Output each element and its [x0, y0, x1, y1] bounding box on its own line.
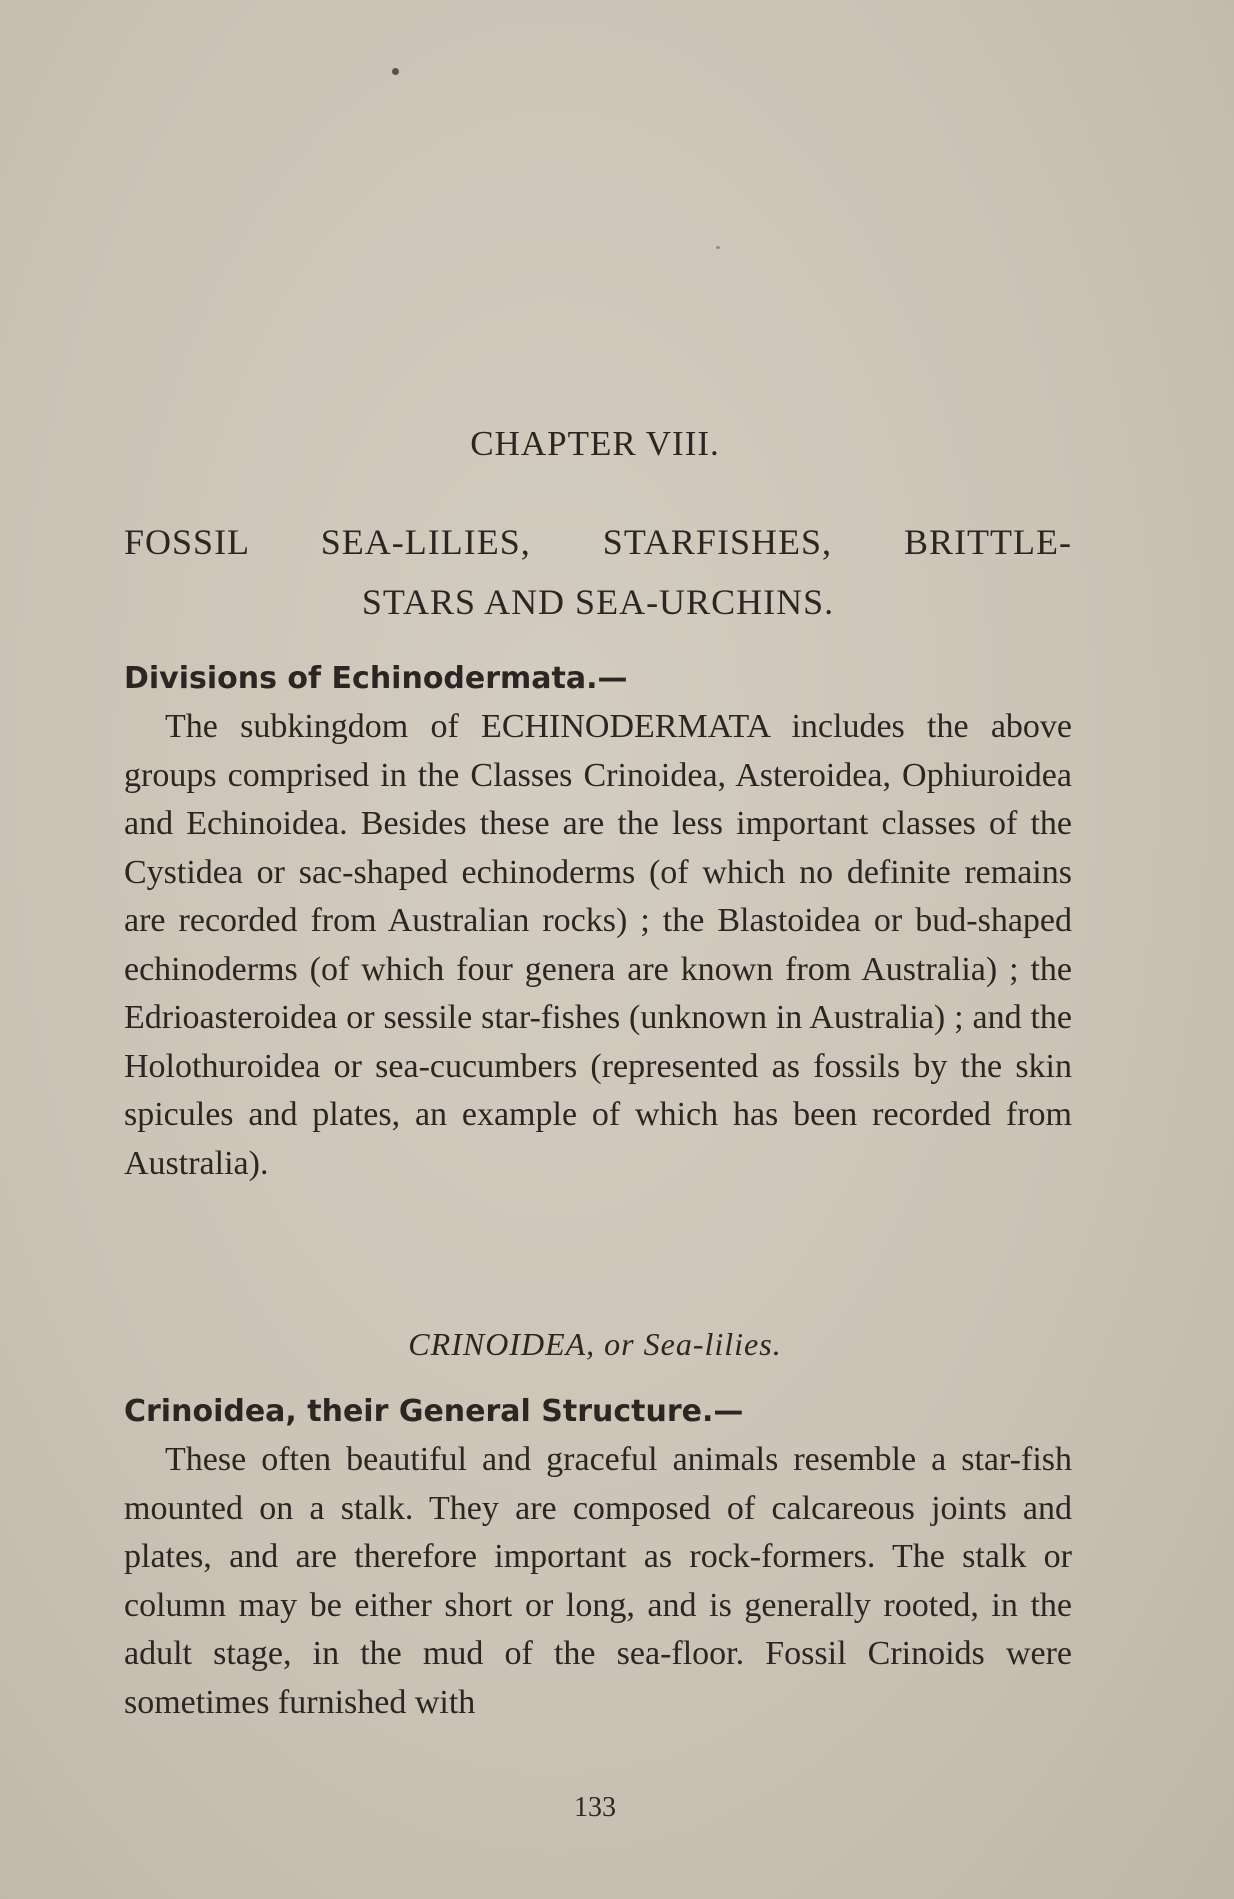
- section-divisions: [124, 655, 1072, 1188]
- chapter-title: [124, 512, 1072, 632]
- paper-speck: [392, 68, 399, 75]
- section-heading-structure: Crinoidea, their General Structure.—: [124, 1394, 744, 1429]
- chapter-title-line-1: FOSSIL SEA-LILIES, STARFISHES, BRITTLE-: [124, 522, 1072, 562]
- paragraph-structure: These often beautiful and graceful animals resemble a star-fish mounted on a stalk. They are composed of calcareous joints and plates, and are therefore important as rock-formers. The stalk or column may be either short or long, and is generally rooted, in the adult stage, in the mud of the sea-floor. Fossil Crinoids were sometimes furnished with: [124, 1441, 1072, 1721]
- chapter-label: CHAPTER VIII.: [470, 424, 720, 463]
- section-heading-divisions: Divisions of Echinodermata.—: [124, 661, 628, 696]
- section-crinoidea-structure: [124, 1388, 1072, 1727]
- chapter-title-line-2: STARS AND SEA-URCHINS.: [361, 582, 835, 622]
- section-title-crinoidea: CRINOIDEA, or Sea-lilies.: [408, 1326, 782, 1362]
- paragraph-divisions: The subkingdom of ECHINODERMATA includes the above groups comprised in the Classes Crinoidea, Asteroidea, Ophiuroidea and Echinoidea. Besides these are the less important classes of the Cystidea or sac-shaped echinoderms (of which no definite remains are recorded from Australian rocks) ; the Blastoidea or bud-shaped echinoderms (of which four genera are known from Australia) ; the Edrioasteroidea or sessile star-fishes (unknown in Australia) ; and the Holothuroidea or sea-cucumbers (represented as fossils by the skin spicules and plates, an example of which has been recorded from Australia).: [124, 708, 1072, 1182]
- page-number: 133: [574, 1792, 616, 1823]
- paper-speck: [716, 246, 720, 249]
